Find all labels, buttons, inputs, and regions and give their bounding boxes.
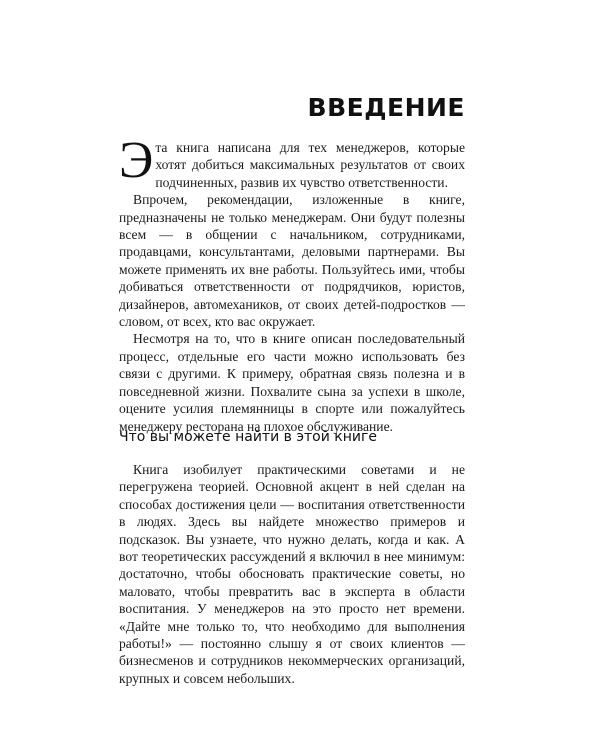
section-paragraph: Книга изобилует практическими советами и не перегружена теорией. Основной акцент в ней сделан на способах достижения цели — воспитания ответственности в людях. Здесь вы найдете множество примеров и подсказок. Вы узнаете, что нужно делать, когда и как. А вот теоретических рассуждений я включил в нее минимум: достаточно, чтобы обосновать практические советы, но маловато, чтобы превратить вас в эксперта в области воспитания. У менеджеров на это просто нет времени. «Дайте мне только то, что необходимо для выполнения работы!» — постоянно слышу я от своих клиентов — бизнесменов и сотрудников некоммерческих организаций, крупных и совсем небольших. <box>119 462 465 686</box>
intro-paragraph <box>119 132 465 191</box>
intro-text <box>119 132 465 435</box>
section-heading: Что вы можете найти в этой книге <box>119 429 377 445</box>
section-text <box>119 461 465 687</box>
intro-paragraph: Впрочем, рекомендации, изложенные в книге, предназначены не только менеджерам. Они будут полезны всем — в общении с начальником, сотрудниками, продавцами, консультантами, деловыми партнерами. Вы можете применять их вне работы. Пользуйтесь ими, чтобы добиваться ответственности от подрядчиков, юристов, дизайнеров, автомехаников, от своих детей-подростков — словом, от всех, кто вас окружает. <box>119 192 465 330</box>
chapter-title: ВВЕДЕНИЕ <box>307 93 465 122</box>
intro-paragraph-text: та книга написана для тех менеджеров, которые хотят добиться максимальных результатов от своих подчиненных, развив их чувство ответственности. <box>155 140 465 190</box>
drop-cap: Э <box>119 132 154 189</box>
intro-paragraph: Несмотря на то, что в книге описан последовательный процесс, отдельные его части можно использовать без связи с другими. К примеру, обратная связь полезна и в повседневной жизни. Похвалите сына за успехи в школе, оцените усилия племянницы в спорте или пожалуйтесь менеджеру ресторана на плохое обслуживание. <box>119 331 465 434</box>
